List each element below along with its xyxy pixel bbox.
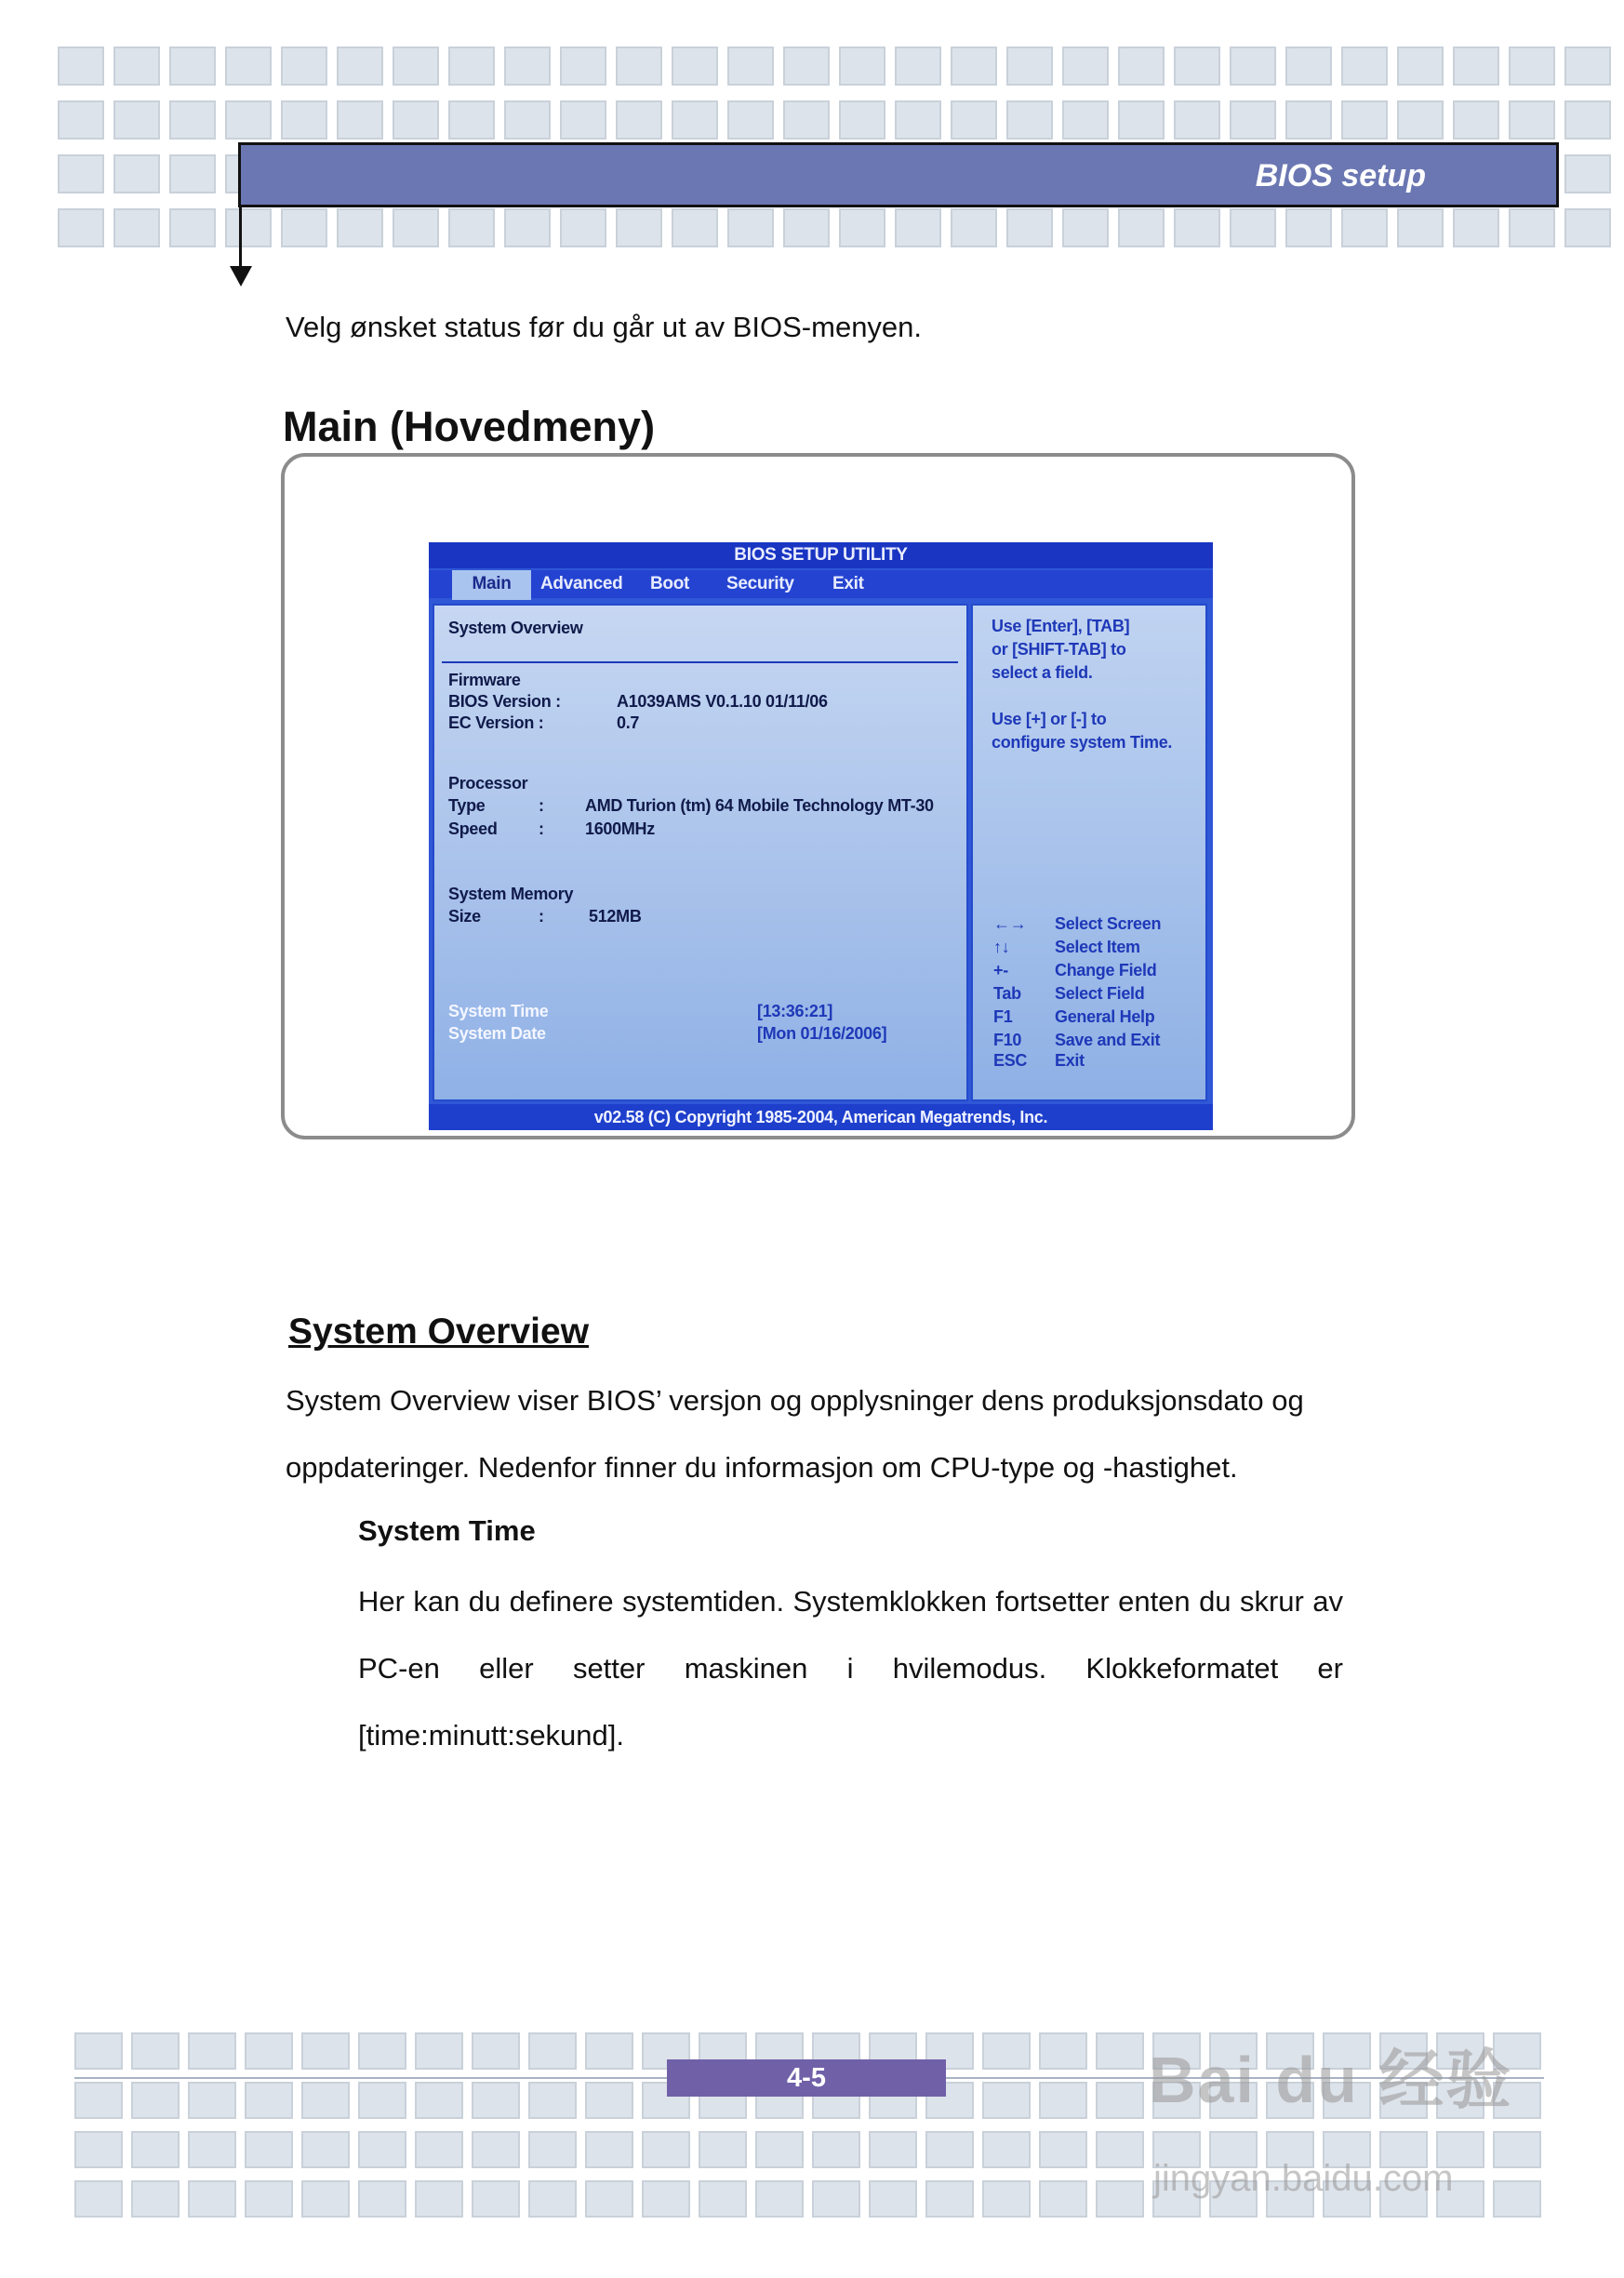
decorative-tile: [1230, 100, 1276, 140]
decorative-tile: [895, 100, 941, 140]
key-plus-minus: +-: [993, 961, 1008, 979]
decorative-tile: [472, 2082, 520, 2119]
key-action: Select Field: [1055, 984, 1145, 1003]
decorative-tile: [672, 100, 718, 140]
decorative-tile: [1039, 2082, 1087, 2119]
decorative-tile: [448, 100, 495, 140]
firmware-heading: Firmware: [448, 671, 521, 689]
decorative-tile: [672, 47, 718, 86]
decorative-tile: [699, 2131, 747, 2168]
decorative-tile: [528, 2180, 577, 2218]
help-line: select a field.: [992, 663, 1093, 682]
bios-screenshot: [429, 542, 1213, 1130]
decorative-tile: [1453, 47, 1499, 86]
key-action: Select Screen: [1055, 914, 1162, 933]
system-date-value[interactable]: [Mon 01/16/2006]: [757, 1024, 887, 1043]
watermark-logo: Bai du 经验: [1149, 2044, 1513, 2116]
decorative-tile: [58, 154, 104, 193]
decorative-tile: [245, 2131, 293, 2168]
decorative-tile: [727, 47, 774, 86]
chapter-header-bar: [238, 142, 1559, 207]
decorative-tile: [1096, 2180, 1144, 2218]
key-action: Exit: [1055, 1051, 1085, 1070]
decorative-tile: [225, 100, 272, 140]
decorative-tile: [169, 47, 216, 86]
decorative-tile: [169, 100, 216, 140]
decorative-tile: [358, 2032, 406, 2070]
main-heading: Main (Hovedmeny): [283, 403, 656, 450]
bios-menu-exit[interactable]: Exit: [832, 574, 864, 593]
decorative-tile: [281, 47, 327, 86]
decorative-tile: [448, 208, 495, 247]
decorative-tile: [1230, 47, 1276, 86]
decorative-tile: [131, 2180, 180, 2218]
memory-size-value: 512MB: [589, 907, 642, 926]
system-overview-heading: System Overview: [288, 1312, 590, 1352]
decorative-tile: [925, 2180, 974, 2218]
decorative-tile: [472, 2032, 520, 2070]
chapter-title: BIOS setup: [1255, 158, 1426, 193]
bios-menu-boot[interactable]: Boot: [650, 574, 690, 593]
decorative-tile: [131, 2082, 180, 2119]
decorative-tile: [225, 47, 272, 86]
decorative-tile: [895, 208, 941, 247]
decorative-tile: [245, 2180, 293, 2218]
decorative-tile: [358, 2131, 406, 2168]
help-line: or [SHIFT-TAB] to: [992, 640, 1126, 659]
decorative-tile: [113, 100, 160, 140]
bios-menu-bar: [429, 570, 1213, 598]
decorative-tile: [301, 2131, 350, 2168]
decorative-tile: [131, 2032, 180, 2070]
decorative-tile: [58, 100, 104, 140]
decorative-tile: [393, 47, 439, 86]
decorative-tile: [337, 100, 383, 140]
decorative-tile: [245, 2032, 293, 2070]
colon: :: [539, 819, 544, 838]
decorative-tile: [188, 2082, 236, 2119]
decorative-tile: [393, 100, 439, 140]
decorative-tile: [448, 47, 495, 86]
key-arrows-lr-icon: ←→: [993, 914, 1027, 933]
decorative-tile: [301, 2032, 350, 2070]
decorative-tile: [472, 2180, 520, 2218]
system-time-label[interactable]: System Time: [448, 1002, 549, 1020]
arrow-line: [239, 207, 242, 268]
decorative-tile: [1062, 208, 1109, 247]
ec-version-label: EC Version :: [448, 713, 544, 732]
decorative-tile: [1039, 2180, 1087, 2218]
decorative-tile: [616, 208, 662, 247]
system-time-value[interactable]: [13:36:21]: [757, 1002, 833, 1020]
decorative-tile: [1397, 208, 1444, 247]
key-action: Select Item: [1055, 938, 1140, 956]
key-f1: F1: [993, 1007, 1013, 1026]
watermark-url: jingyan.baidu.com: [1153, 2158, 1454, 2199]
decorative-tile: [337, 208, 383, 247]
decorative-tile: [281, 100, 327, 140]
decorative-tile: [783, 208, 830, 247]
decorative-tile: [528, 2032, 577, 2070]
decorative-tile: [393, 208, 439, 247]
decorative-tile: [616, 100, 662, 140]
decorative-tile: [585, 2032, 633, 2070]
decorative-tile: [1174, 208, 1220, 247]
decorative-tile: [1397, 47, 1444, 86]
decorative-tile: [528, 2082, 577, 2119]
decorative-tile: [225, 208, 272, 247]
decorative-tile: [358, 2180, 406, 2218]
decorative-tile: [951, 47, 997, 86]
decorative-tile: [74, 2131, 123, 2168]
decorative-tile: [1285, 100, 1332, 140]
decorative-tile: [1118, 47, 1165, 86]
decorative-tile: [58, 208, 104, 247]
decorative-tile: [1096, 2082, 1144, 2119]
decorative-tile: [1564, 100, 1611, 140]
decorative-tile: [839, 100, 885, 140]
decorative-tile: [812, 2180, 860, 2218]
decorative-tile: [245, 2082, 293, 2119]
decorative-tile: [1285, 208, 1332, 247]
decorative-tile: [74, 2180, 123, 2218]
decorative-tile: [1564, 208, 1611, 247]
processor-speed-value: 1600MHz: [585, 819, 655, 838]
decorative-tile: [642, 2131, 690, 2168]
decorative-tile: [1509, 100, 1555, 140]
decorative-tile: [642, 2180, 690, 2218]
bios-title: BIOS SETUP UTILITY: [429, 542, 1213, 568]
decorative-tile: [755, 2180, 804, 2218]
decorative-tile: [415, 2180, 463, 2218]
decorative-tile: [560, 100, 606, 140]
page-number: 4-5: [667, 2059, 946, 2097]
decorative-tile: [188, 2180, 236, 2218]
decorative-tile: [58, 47, 104, 86]
decorative-tile: [188, 2032, 236, 2070]
decorative-tile: [415, 2131, 463, 2168]
ec-version-value: 0.7: [617, 713, 640, 732]
decorative-tile: [895, 47, 941, 86]
help-line: Use [+] or [-] to: [992, 710, 1107, 728]
decorative-tile: [169, 208, 216, 247]
decorative-tile: [1174, 47, 1220, 86]
bios-menu-main[interactable]: Main: [452, 570, 531, 600]
bios-menu-security[interactable]: Security: [726, 574, 794, 593]
decorative-tile: [982, 2180, 1031, 2218]
decorative-tile: [1039, 2131, 1087, 2168]
key-action: Change Field: [1055, 961, 1157, 979]
decorative-tile: [1453, 208, 1499, 247]
decorative-tile: [982, 2131, 1031, 2168]
decorative-tile: [1564, 154, 1611, 193]
decorative-tile: [982, 2082, 1031, 2119]
bios-version-label: BIOS Version :: [448, 692, 561, 711]
decorative-tile: [113, 47, 160, 86]
system-time-heading: System Time: [358, 1514, 536, 1547]
decorative-tile: [783, 47, 830, 86]
decorative-tile: [585, 2131, 633, 2168]
decorative-tile: [74, 2032, 123, 2070]
memory-size-label: Size: [448, 907, 481, 926]
decorative-tile: [812, 2131, 860, 2168]
processor-type-label: Type: [448, 796, 486, 815]
key-esc: ESC: [993, 1051, 1028, 1070]
key-f10: F10: [993, 1031, 1022, 1049]
decorative-tile: [472, 2131, 520, 2168]
system-date-label[interactable]: System Date: [448, 1024, 546, 1043]
decorative-tile: [113, 208, 160, 247]
decorative-tile: [982, 2032, 1031, 2070]
decorative-tile: [1230, 208, 1276, 247]
system-time-paragraph: Her kan du definere systemtiden. Systemklokken fortsetter enten du skrur av PC-en eller setter maskinen i hvilemodus. Klokkeformatet er [time:minutt:sekund].: [358, 1585, 1343, 1752]
processor-type-value: AMD Turion (tm) 64 Mobile Technology MT-30: [585, 796, 934, 815]
decorative-tile: [1062, 100, 1109, 140]
intro-text: Velg ønsket status før du går ut av BIOS-menyen.: [286, 311, 923, 343]
key-tab: Tab: [993, 984, 1021, 1003]
decorative-tile: [783, 100, 830, 140]
decorative-tile: [1341, 208, 1388, 247]
decorative-tile: [755, 2131, 804, 2168]
decorative-tile: [281, 208, 327, 247]
help-line: Use [Enter], [TAB]: [992, 617, 1130, 635]
decorative-tile: [560, 208, 606, 247]
decorative-tile: [699, 2180, 747, 2218]
decorative-tile: [1006, 47, 1053, 86]
decorative-tile: [131, 2131, 180, 2168]
decorative-tile: [951, 208, 997, 247]
decorative-tile: [1039, 2032, 1087, 2070]
decorative-tile: [1118, 208, 1165, 247]
decorative-tile: [1341, 47, 1388, 86]
decorative-tile: [869, 2180, 917, 2218]
decorative-tile: [585, 2180, 633, 2218]
decorative-tile: [1509, 47, 1555, 86]
decorative-tile: [169, 154, 216, 193]
decorative-tile: [358, 2082, 406, 2119]
decorative-tile: [1285, 47, 1332, 86]
decorative-tile: [1397, 100, 1444, 140]
decorative-tile: [1564, 47, 1611, 86]
decorative-tile: [616, 47, 662, 86]
decorative-tile: [585, 2082, 633, 2119]
arrow-down-icon: [230, 266, 252, 286]
bios-version-value: A1039AMS V0.1.10 01/11/06: [617, 692, 828, 711]
decorative-tile: [301, 2082, 350, 2119]
bios-footer: v02.58 (C) Copyright 1985-2004, American Megatrends, Inc.: [429, 1104, 1213, 1130]
decorative-tile: [1006, 208, 1053, 247]
decorative-tile: [74, 2082, 123, 2119]
decorative-tile: [1006, 100, 1053, 140]
colon: :: [539, 796, 544, 815]
decorative-tile: [1509, 208, 1555, 247]
decorative-tile: [672, 208, 718, 247]
decorative-tile: [301, 2180, 350, 2218]
key-arrows-ud-icon: ↑↓: [993, 938, 1010, 956]
decorative-tile: [839, 47, 885, 86]
bios-section-title: System Overview: [448, 619, 583, 637]
decorative-tile: [1493, 2131, 1541, 2168]
processor-speed-label: Speed: [448, 819, 498, 838]
decorative-tile: [504, 47, 551, 86]
decorative-tile: [727, 100, 774, 140]
decorative-tile: [1174, 100, 1220, 140]
key-action: Save and Exit: [1055, 1031, 1161, 1049]
decorative-tile: [1341, 100, 1388, 140]
decorative-tile: [504, 100, 551, 140]
decorative-tile: [528, 2131, 577, 2168]
bios-menu-advanced[interactable]: Advanced: [540, 574, 623, 593]
decorative-tile: [337, 47, 383, 86]
decorative-tile: [869, 2131, 917, 2168]
decorative-tile: [1096, 2032, 1144, 2070]
memory-heading: System Memory: [448, 885, 574, 903]
decorative-tile: [925, 2131, 974, 2168]
decorative-tile: [1493, 2180, 1541, 2218]
decorative-tile: [727, 208, 774, 247]
bios-help-panel: [971, 604, 1207, 1101]
bios-divider: [442, 661, 958, 663]
decorative-tile: [415, 2032, 463, 2070]
bios-main-panel: [433, 604, 968, 1101]
processor-heading: Processor: [448, 774, 528, 793]
decorative-tile: [1096, 2131, 1144, 2168]
colon: :: [539, 907, 544, 926]
decorative-tile: [1453, 100, 1499, 140]
decorative-tile: [113, 154, 160, 193]
decorative-tile: [1062, 47, 1109, 86]
decorative-tile: [504, 208, 551, 247]
decorative-tile: [560, 47, 606, 86]
decorative-tile: [415, 2082, 463, 2119]
help-line: configure system Time.: [992, 733, 1173, 752]
key-action: General Help: [1055, 1007, 1155, 1026]
system-overview-paragraph: System Overview viser BIOS’ versjon og opplysninger dens produksjonsdato og oppdateringer. Nedenfor finner du informasjon om CPU-type og -hastighet.: [286, 1384, 1304, 1484]
decorative-tile: [951, 100, 997, 140]
decorative-tile: [188, 2131, 236, 2168]
decorative-tile: [839, 208, 885, 247]
decorative-tile: [1118, 100, 1165, 140]
